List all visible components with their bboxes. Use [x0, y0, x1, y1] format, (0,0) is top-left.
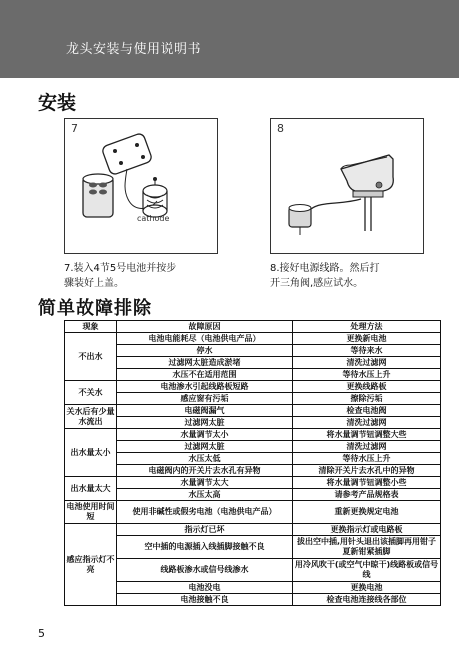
page-number: 5: [38, 627, 45, 640]
symptom-cell: 感应指示灯不亮: [65, 524, 117, 606]
solution-cell: 等待来水: [293, 345, 441, 357]
table-row: [65, 582, 441, 594]
table-row: [65, 393, 441, 405]
table-row: [65, 357, 441, 369]
solution-cell: 更换新电池: [293, 333, 441, 345]
step7-caption-line2: 骤装好上盖。: [64, 278, 124, 289]
table-row: [65, 489, 441, 501]
cause-cell: 水量调节太小: [117, 429, 293, 441]
page-title: 龙头安装与使用说明书: [66, 42, 202, 57]
table-row: [65, 441, 441, 453]
step8-caption-line1: 8.接好电源线路。然后打: [270, 263, 380, 274]
table-row: [65, 559, 441, 582]
faucet-drawing: [271, 119, 423, 253]
solution-cell: 拔出空中插,用针头退出该插脚再用钳子夏新钳紧插脚: [293, 536, 441, 559]
step8-number: 8: [277, 122, 284, 135]
cause-cell: 电池渗水引起线路板短路: [117, 381, 293, 393]
cathode-label: cathode: [137, 214, 170, 223]
cause-cell: 水压太高: [117, 489, 293, 501]
table-row: [65, 417, 441, 429]
solution-cell: 更换线路板: [293, 381, 441, 393]
cause-cell: 水压太低: [117, 453, 293, 465]
step8-caption-line2: 开三角阀,感应试水。: [270, 278, 364, 289]
troubleshooting-table: [64, 320, 441, 606]
table-row: [65, 381, 441, 393]
cause-cell: 电池没电: [117, 582, 293, 594]
table-row: [65, 477, 441, 489]
cause-cell: 空中插的电源插入线插脚接触不良: [117, 536, 293, 559]
solution-cell: 将水量调节钮调整小些: [293, 477, 441, 489]
solution-cell: 清洗过滤网: [293, 357, 441, 369]
cause-cell: 使用非碱性或假劣电池（电池供电产品）: [117, 501, 293, 524]
cause-cell: 电池电能耗尽（电池供电产品）: [117, 333, 293, 345]
solution-cell: 更换电池: [293, 582, 441, 594]
table-row: [65, 594, 441, 606]
symptom-cell: 关水后有少量水流出: [65, 405, 117, 429]
cause-cell: 指示灯已坏: [117, 524, 293, 536]
step8-illustration: [270, 118, 424, 254]
solution-cell: 将水量调节钮调整大些: [293, 429, 441, 441]
install-heading: 安装: [38, 92, 77, 114]
cause-cell: 感应窗有污垢: [117, 393, 293, 405]
page-header: [0, 0, 459, 78]
solution-cell: 更换指示灯或电路板: [293, 524, 441, 536]
step7-caption: [64, 261, 176, 291]
cause-cell: 电磁阀漏气: [117, 405, 293, 417]
cause-cell: 过滤网太脏: [117, 417, 293, 429]
header-cause: 故障原因: [117, 321, 293, 333]
symptom-cell: 不出水: [65, 333, 117, 381]
step7-number: 7: [71, 122, 78, 135]
solution-cell: 检查电池连接线各部位: [293, 594, 441, 606]
table-row: [65, 524, 441, 536]
cause-cell: 停水: [117, 345, 293, 357]
table-row: [65, 536, 441, 559]
header-symptom: 现象: [65, 321, 117, 333]
symptom-cell: 电池使用时间短: [65, 501, 117, 524]
cause-cell: 线路板渗水或信号线渗水: [117, 559, 293, 582]
cause-cell: 水量调节太大: [117, 477, 293, 489]
table-row: [65, 333, 441, 345]
table-row: [65, 453, 441, 465]
symptom-cell: 出水量太小: [65, 429, 117, 477]
cause-cell: 电池接触不良: [117, 594, 293, 606]
solution-cell: 用冷风吹干(或空气中晾干)线路板或信号线: [293, 559, 441, 582]
step7-caption-line1: 7.装入4节5号电池并按步: [64, 263, 177, 274]
solution-cell: 重新更换规定电池: [293, 501, 441, 524]
solution-cell: 清除开关片去水孔中的异物: [293, 465, 441, 477]
header-solution: 处理方法: [293, 321, 441, 333]
table-row: [65, 501, 441, 524]
table-row: [65, 429, 441, 441]
symptom-cell: 出水量太大: [65, 477, 117, 501]
solution-cell: 清洗过滤网: [293, 441, 441, 453]
symptom-cell: 不关水: [65, 381, 117, 405]
step7-illustration: [64, 118, 218, 254]
table-row: [65, 345, 441, 357]
step8-caption: [270, 261, 380, 291]
solution-cell: 擦除污垢: [293, 393, 441, 405]
solution-cell: 检查电池阀: [293, 405, 441, 417]
solution-cell: 请参考产品规格表: [293, 489, 441, 501]
solution-cell: 清洗过滤网: [293, 417, 441, 429]
table-row: [65, 405, 441, 417]
table-row: [65, 465, 441, 477]
cause-cell: 过滤网太脏: [117, 441, 293, 453]
solution-cell: 等待水压上升: [293, 369, 441, 381]
troubleshooting-heading: 简单故障排除: [38, 298, 152, 319]
cause-cell: 电磁阀内的开关片去水孔有异物: [117, 465, 293, 477]
table-header-row: [65, 321, 441, 333]
cause-cell: 过滤网太脏造成淤堵: [117, 357, 293, 369]
battery-box-drawing: [65, 119, 217, 253]
table-row: [65, 369, 441, 381]
solution-cell: 等待水压上升: [293, 453, 441, 465]
cause-cell: 水压不在适用范围: [117, 369, 293, 381]
